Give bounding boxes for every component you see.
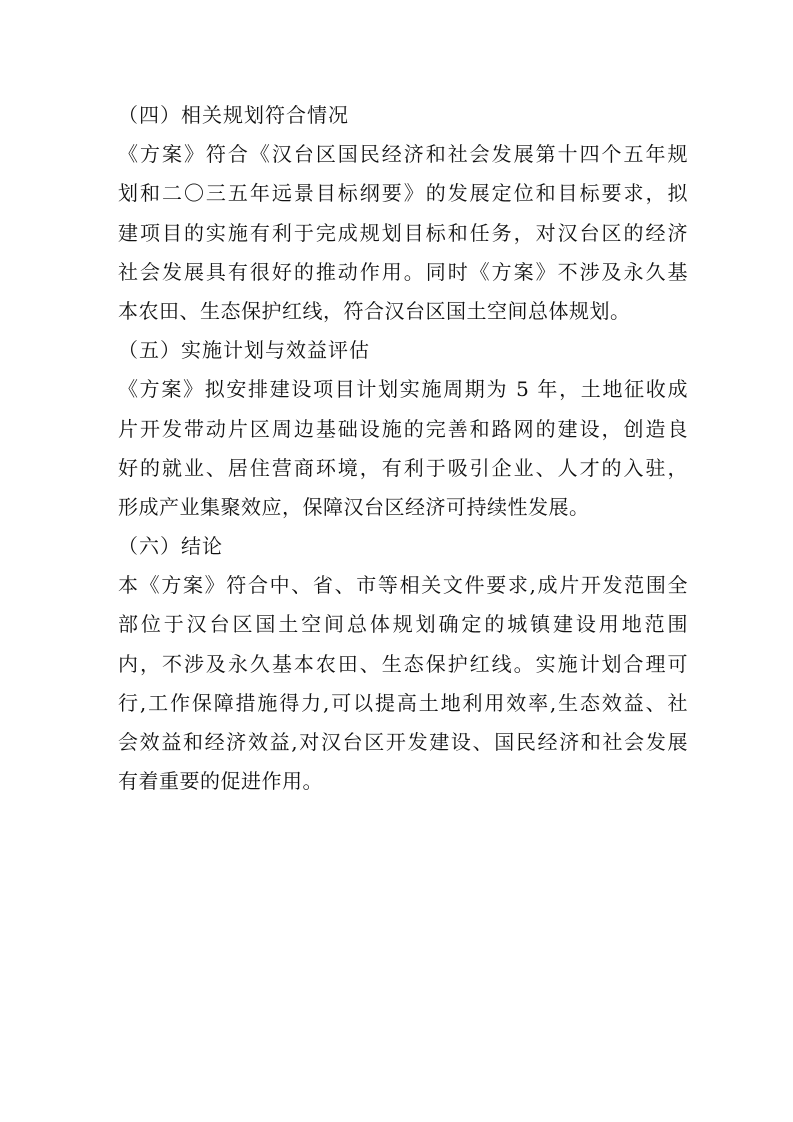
- paragraph-line: 《方案》符合《汉台区国民经济和社会发展第十四个五年规: [118, 142, 688, 167]
- section-heading-implementation-plan: （五）实施计划与效益评估: [118, 338, 370, 363]
- paragraph-line: 行,工作保障措施得力,可以提高土地利用效率,生态效益、社: [118, 690, 688, 715]
- paragraph-line: 建项目的实施有利于完成规划目标和任务，对汉台区的经济: [118, 220, 688, 245]
- paragraph-line: 有着重要的促进作用。: [118, 769, 323, 794]
- paragraph-line: 会效益和经济效益,对汉台区开发建设、国民经济和社会发展: [118, 730, 688, 754]
- paragraph-line: 内，不涉及永久基本农田、生态保护红线。实施计划合理可: [118, 651, 688, 676]
- paragraph-line: 部位于汉台区国土空间总体规划确定的城镇建设用地范围: [118, 612, 688, 637]
- section-heading-planning-compliance: （四）相关规划符合情况: [118, 103, 349, 127]
- paragraph-line: 好的就业、居住营商环境，有利于吸引企业、人才的入驻，: [118, 455, 688, 480]
- paragraph-line: 社会发展具有很好的推动作用。同时《方案》不涉及永久基: [118, 259, 688, 284]
- section-heading-conclusion: （六）结论: [118, 534, 223, 559]
- document-body: [118, 96, 688, 801]
- paragraph-line: 《方案》拟安排建设项目计划实施周期为 5 年，土地征收成: [118, 377, 688, 402]
- paragraph-line: 本农田、生态保护红线，符合汉台区国土空间总体规划。: [118, 298, 631, 323]
- paragraph-line: 片开发带动片区周边基础设施的完善和路网的建设，创造良: [118, 416, 688, 441]
- paragraph-line: 形成产业集聚效应，保障汉台区经济可持续性发展。: [118, 494, 590, 519]
- paragraph-line: 本《方案》符合中、省、市等相关文件要求,成片开发范围全: [118, 573, 688, 598]
- paragraph-line: 划和二〇三五年远景目标纲要》的发展定位和目标要求，拟: [118, 181, 688, 206]
